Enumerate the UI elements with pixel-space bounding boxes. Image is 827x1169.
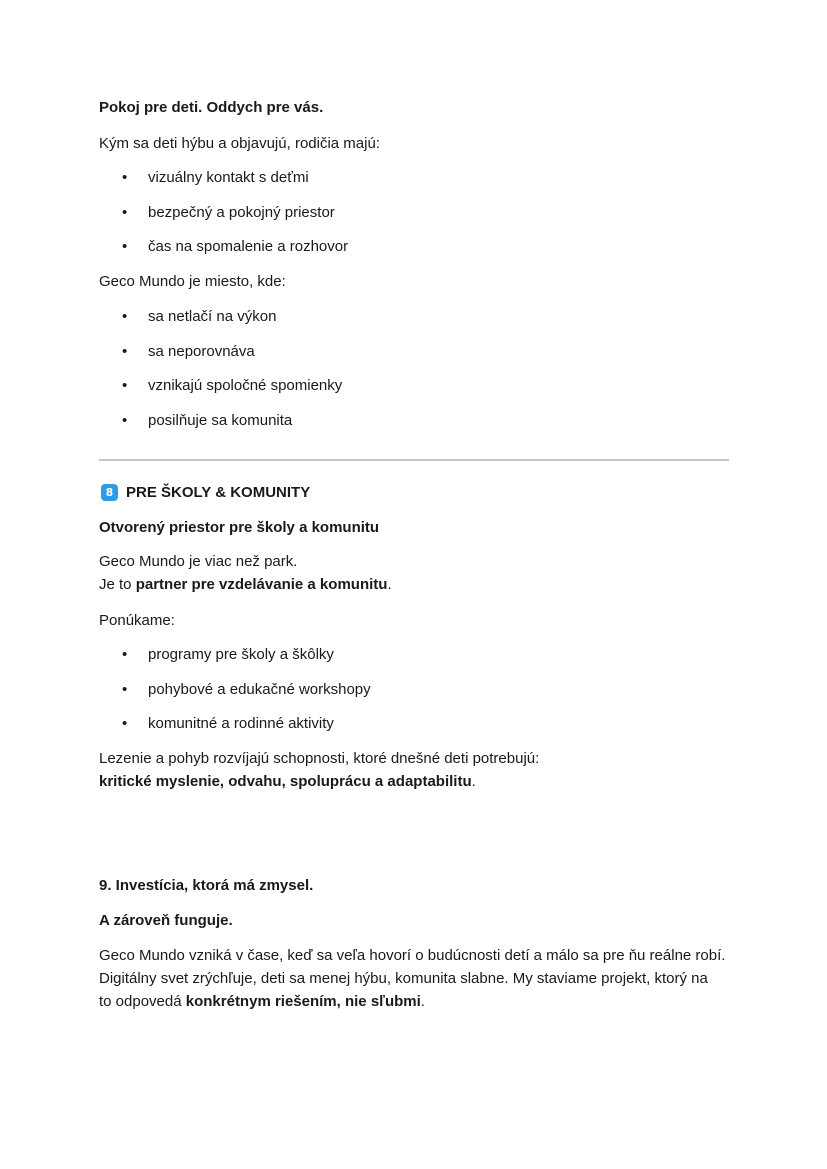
section-subtitle: Otvorený priestor pre školy a komunitu <box>99 519 380 536</box>
emphasis-text: konkrétnym riešením, nie sľubmi <box>185 993 421 1010</box>
paragraph-line: Je to partner pre vzdelávanie a komunitu. <box>99 576 392 593</box>
emphasis-text: partner pre vzdelávanie a komunitu <box>135 576 388 593</box>
bullet-icon: • <box>122 646 128 663</box>
bullet-icon: • <box>122 238 128 255</box>
closing-emphasis: kritické myslenie, odvahu, spoluprácu a adaptabilitu. <box>99 773 476 790</box>
bullet-icon: • <box>122 204 128 221</box>
list-item: posilňuje sa komunita <box>148 412 293 429</box>
bullet-icon: • <box>122 343 128 360</box>
list-item: komunitné a rodinné aktivity <box>148 715 334 732</box>
section-heading: Pokoj pre deti. Oddych pre vás. <box>99 99 324 116</box>
number-badge-icon: 8 <box>101 484 118 501</box>
list-item: čas na spomalenie a rozhovor <box>148 238 349 255</box>
list-item: programy pre školy a škôlky <box>148 646 334 663</box>
section-title: PRE ŠKOLY & KOMUNITY <box>126 484 311 501</box>
list-item: pohybové a edukačné workshopy <box>148 681 371 698</box>
intro-text: Kým sa deti hýbu a objavujú, rodičia majú: <box>99 135 380 152</box>
paragraph-line: Geco Mundo vzniká v čase, keď sa veľa hovorí o budúcnosti detí a málo sa pre ňu reálne robí. <box>99 947 726 964</box>
section-subheading: A zároveň funguje. <box>99 912 233 929</box>
list-item: sa netlačí na výkon <box>148 308 277 325</box>
bullet-icon: • <box>122 412 128 429</box>
section-heading-9: 9. Investícia, ktorá má zmysel. <box>99 877 314 894</box>
paragraph-line: Digitálny svet zrýchľuje, deti sa menej hýbu, komunita slabne. My staviame projekt, ktorý na <box>99 970 708 987</box>
list-item: vznikajú spoločné spomienky <box>148 377 343 394</box>
bullet-icon: • <box>122 681 128 698</box>
bullet-icon: • <box>122 308 128 325</box>
paragraph-line: Geco Mundo je viac než park. <box>99 553 298 570</box>
intro-text-2: Geco Mundo je miesto, kde: <box>99 273 286 290</box>
paragraph-line: to odpovedá konkrétnym riešením, nie sľubmi. <box>99 993 425 1010</box>
bullet-icon: • <box>122 377 128 394</box>
bullet-icon: • <box>122 169 128 186</box>
offer-label: Ponúkame: <box>99 612 175 629</box>
list-item: vizuálny kontakt s deťmi <box>148 169 309 186</box>
list-item: bezpečný a pokojný priestor <box>148 204 335 221</box>
list-item: sa neporovnáva <box>148 343 255 360</box>
horizontal-divider <box>99 459 729 461</box>
closing-text: Lezenie a pohyb rozvíjajú schopnosti, ktoré dnešné deti potrebujú: <box>99 750 540 767</box>
bullet-icon: • <box>122 715 128 732</box>
